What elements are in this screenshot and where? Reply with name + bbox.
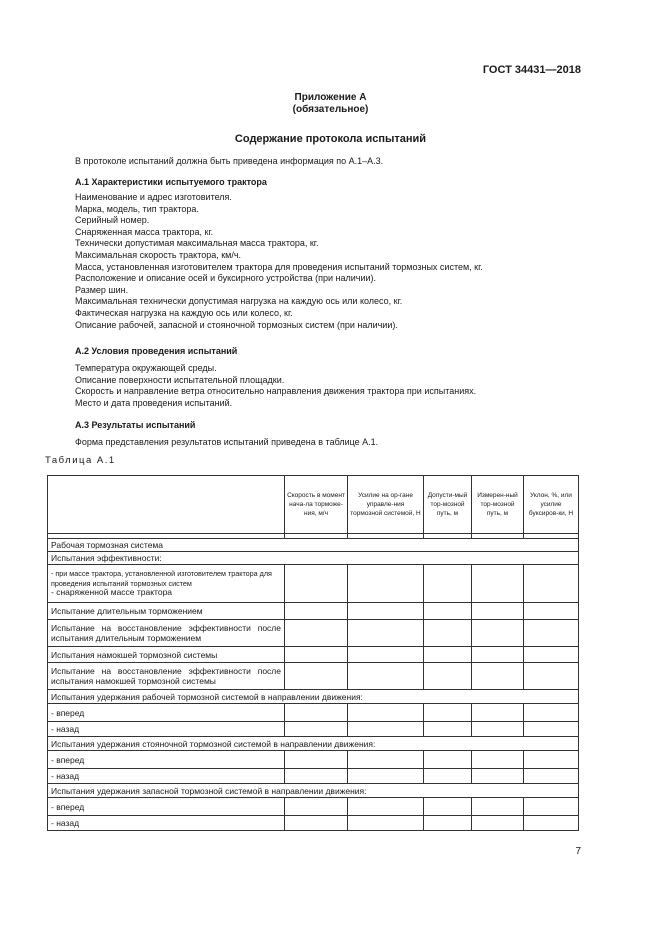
table-row [48,798,579,816]
table-row [48,751,579,769]
table-row [48,690,579,704]
list-item: Размер шин. [75,284,129,295]
table-cell: Рабочая тормозная система [48,539,579,552]
content-title: Содержание протокола испытаний [234,133,427,145]
list-item: Место и дата проведения испытаний. [75,397,233,408]
list-item: Скорость и направление ветра относительно направления движения трактора при испытаниях. [75,386,477,397]
section-a2-heading: А.2 Условия проведения испытаний [75,346,238,356]
list-item: Снаряженная масса трактора, кг. [75,226,214,237]
section-a2-list [75,363,476,409]
table-cell-line: - при массе трактора, установленной изготовителем трактора для проведения испытаний тормозных систем [51,569,272,588]
table-row [48,737,579,751]
page-number: 7 [575,846,581,857]
list-item: Наименование и адрес изготовителя. [75,192,232,202]
table-header-cell: Допусти-мый тор-мозной путь, м [424,476,472,534]
section-a3-heading: А.3 Результаты испытаний [75,420,196,430]
table-row [48,769,579,784]
table-cell: Испытание на восстановление эффективности после испытания намокшей тормозной системы [48,663,285,690]
table-row [48,722,579,737]
table-cell: - назад [48,769,285,784]
list-item: Фактическая нагрузка на каждую ось или колесо, кг. [75,307,293,318]
intro-text: В протоколе испытаний должна быть приведена информация по А.1–А.3. [75,156,384,166]
list-item: Описание поверхности испытательной площадки. [75,374,285,385]
list-item: Описание рабочей, запасной и стояночной тормозных систем (при наличии). [75,319,398,330]
standard-code: ГОСТ 34431—2018 [482,64,581,76]
list-item: Масса, установленная изготовителем трактора для проведения испытаний тормозных систем, кг. [75,261,483,272]
section-a1-list [75,192,483,331]
list-item: Максимальная скорость трактора, км/ч. [75,249,242,260]
section-a3-text: Форма представления результатов испытаний приведена в таблице А.1. [75,437,379,447]
table-header-cell: Измерен-ный тор-мозной путь, м [472,476,524,534]
section-a1-heading: А.1 Характеристики испытуемого трактора [75,177,267,187]
table-row [48,816,579,831]
table-cell: Испытание длительным торможением [48,603,285,620]
table-header-cell [48,476,285,534]
table-row [48,647,579,663]
table-cell: - вперед [48,751,285,769]
list-item: Марка, модель, тип трактора. [75,203,199,214]
list-item: Максимальная технически допустимая нагрузка на каждую ось или колесо, кг. [75,296,403,307]
table-row [48,784,579,798]
table-cell: Испытание на восстановление эффективности после испытания длительным торможением [48,620,285,647]
table-cell: - назад [48,722,285,737]
table-cell: Испытания удержания рабочей тормозной системой в направлении движения: [48,690,579,704]
table-cell: Испытания намокшей тормозной системы [48,647,285,663]
table-row [48,620,579,647]
appendix-title: Приложение А [294,92,367,103]
table-cell: - вперед [48,798,285,816]
appendix-subtitle: (обязательное) [292,104,369,115]
table-header-cell: Уклон, %, или усилие буксиров-ки, Н [524,476,579,534]
table-header-cell: Усилие на ор-гане управле-ния тормозной системой, Н [348,476,424,534]
appendix-heading [0,92,661,116]
table-cell: - назад [48,816,285,831]
table-row [48,663,579,690]
results-table [47,475,579,831]
table-header-row [48,476,579,534]
table-cell: Испытания удержания запасной тормозной системой в направлении движения: [48,784,579,798]
list-item: Температура окружающей среды. [75,363,217,373]
table-row [48,603,579,620]
table-row [48,539,579,552]
table-caption: Таблица А.1 [45,455,116,466]
table-row [48,565,579,603]
table-cell-line: - снаряженной массе трактора [51,587,173,598]
list-item: Технически допустимая максимальная масса трактора, кг. [75,238,319,249]
list-item: Серийный номер. [75,215,150,226]
list-item: Расположение и описание осей и буксирного устройства (при наличии). [75,273,377,284]
table-cell [48,565,285,603]
table-cell: Испытания удержания стояночной тормозной системой в направлении движения: [48,737,579,751]
table-cell: Испытания эффективности: [48,552,579,565]
table-row [48,552,579,565]
table-header-cell: Скорость в момент нача-ла торможе-ния, м/ч [285,476,348,534]
table-row [48,704,579,722]
table-cell: - вперед [48,704,285,722]
